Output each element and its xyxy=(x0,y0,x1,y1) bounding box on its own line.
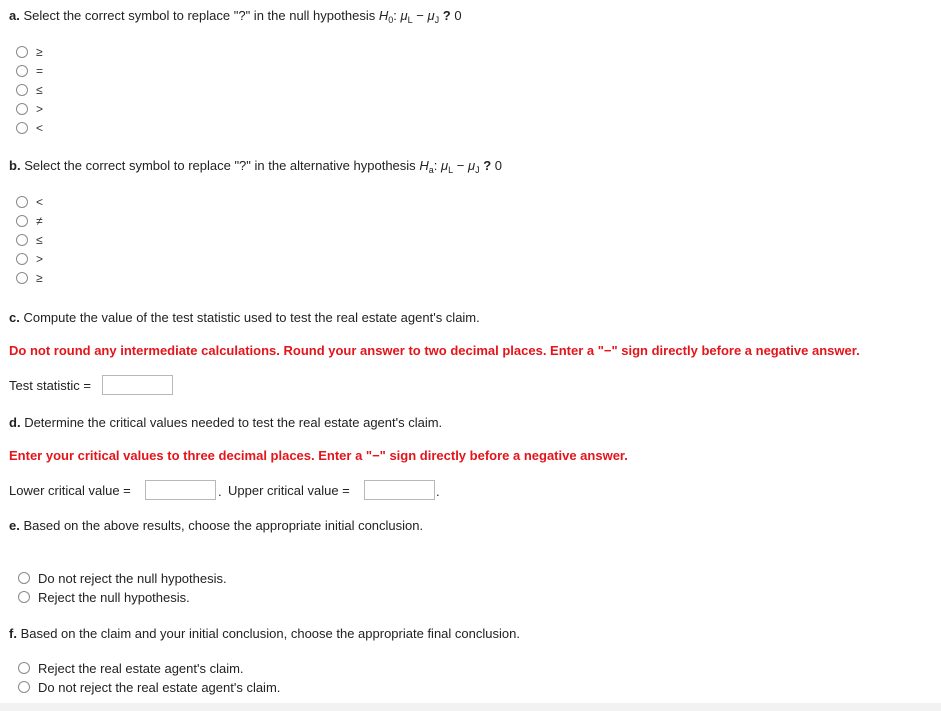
question-e-prefix: e. xyxy=(9,518,20,533)
radio-button[interactable] xyxy=(16,253,28,265)
question-c xyxy=(9,310,480,325)
question-f-prefix: f. xyxy=(9,626,17,641)
question-f-text: Based on the claim and your initial conclusion, choose the appropriate final conclusion. xyxy=(20,626,520,641)
question-a-text: Select the correct symbol to replace "?" in the null hypothesis xyxy=(23,8,376,23)
option-a-4[interactable]: < xyxy=(16,120,43,136)
option-b-4[interactable]: ≥ xyxy=(16,270,43,286)
radio-button[interactable] xyxy=(18,681,30,693)
instruction-d: Enter your critical values to three decimal places. Enter a "−" sign directly before a negative answer. xyxy=(9,448,628,463)
option-b-3[interactable]: > xyxy=(16,251,43,267)
question-a-prefix: a. xyxy=(9,8,20,23)
question-b-text: Select the correct symbol to replace "?" in the alternative hypothesis xyxy=(24,158,416,173)
separator-period: . xyxy=(218,484,222,499)
option-a-0[interactable]: ≥ xyxy=(16,44,43,60)
alternative-hypothesis: $H_a$: $\mu_L - \mu_J$ ? 0 xyxy=(419,158,503,175)
question-b-prefix: b. xyxy=(9,158,21,173)
radio-button[interactable] xyxy=(16,46,28,58)
question-f xyxy=(9,626,520,641)
option-b-2[interactable]: ≤ xyxy=(16,232,43,248)
radio-button[interactable] xyxy=(18,662,30,674)
lower-critical-input[interactable] xyxy=(145,480,216,500)
lower-critical-label: Lower critical value = xyxy=(9,483,131,498)
upper-critical-input[interactable] xyxy=(364,480,435,500)
option-b-1[interactable]: ≠ xyxy=(16,213,43,229)
radio-button[interactable] xyxy=(16,272,28,284)
question-d-prefix: d. xyxy=(9,415,21,430)
option-a-1[interactable]: = xyxy=(16,63,43,79)
radio-button[interactable] xyxy=(16,196,28,208)
option-e-0[interactable]: Do not reject the null hypothesis. xyxy=(18,570,227,586)
radio-button[interactable] xyxy=(16,103,28,115)
null-hypothesis: $H_0$: $\mu_L - \mu_J$ ? 0 xyxy=(378,8,462,25)
option-e-1[interactable]: Reject the null hypothesis. xyxy=(18,589,190,605)
radio-button[interactable] xyxy=(18,572,30,584)
upper-critical-label: Upper critical value = xyxy=(228,483,350,498)
test-statistic-label: Test statistic = xyxy=(9,378,91,393)
option-f-0[interactable]: Reject the real estate agent's claim. xyxy=(18,660,244,676)
question-d xyxy=(9,415,442,430)
question-c-text: Compute the value of the test statistic used to test the real estate agent's claim. xyxy=(23,310,480,325)
radio-button[interactable] xyxy=(16,65,28,77)
radio-button[interactable] xyxy=(16,215,28,227)
option-a-3[interactable]: > xyxy=(16,101,43,117)
test-statistic-input[interactable] xyxy=(102,375,173,395)
question-d-text: Determine the critical values needed to test the real estate agent's claim. xyxy=(24,415,443,430)
option-f-1[interactable]: Do not reject the real estate agent's claim. xyxy=(18,679,280,695)
end-period: . xyxy=(436,484,440,499)
question-b xyxy=(9,158,502,175)
bottom-bar xyxy=(0,703,941,711)
question-e-text: Based on the above results, choose the appropriate initial conclusion. xyxy=(23,518,424,533)
radio-button[interactable] xyxy=(16,122,28,134)
question-a xyxy=(9,8,462,25)
radio-button[interactable] xyxy=(16,234,28,246)
option-a-2[interactable]: ≤ xyxy=(16,82,43,98)
radio-button[interactable] xyxy=(16,84,28,96)
radio-button[interactable] xyxy=(18,591,30,603)
question-e xyxy=(9,518,423,533)
option-b-0[interactable]: < xyxy=(16,194,43,210)
instruction-c: Do not round any intermediate calculations. Round your answer to two decimal places. Enter a "−" sign directly before a negative answer. xyxy=(9,343,860,358)
question-c-prefix: c. xyxy=(9,310,20,325)
